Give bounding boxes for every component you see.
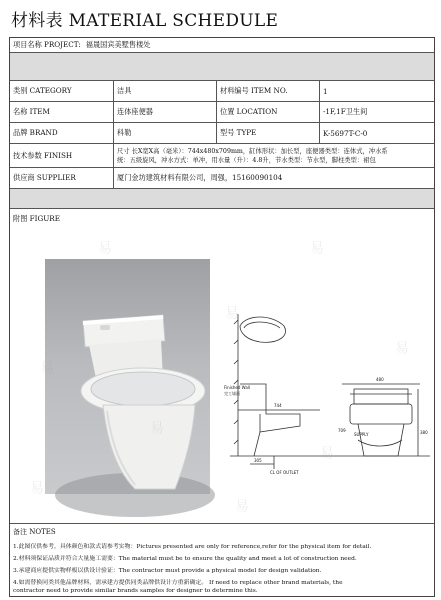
supplier-label: 供应商 SUPPLIER [13, 173, 76, 182]
note-item: 4.如需替换同类其他品牌材料，需承建方提供同类品牌供设计方重新确定。 If need to replace other brand materials, the [13, 580, 343, 586]
dimension-305: 305 [254, 458, 262, 463]
location-value: -1F,1F卫生间 [319, 102, 434, 122]
finish-row [10, 144, 434, 168]
type-label: 型号 TYPE [216, 123, 319, 143]
category-row [10, 81, 434, 102]
finish-spec-line-1: 尺寸 长X宽X高（毫米）：744x480x709mm，缸体形状：加长型，座便器类型：连体式，冲水系 [117, 147, 388, 155]
finish-spec-line-2: 统：五级旋风，冲水方式：单冲，用水量（升）：4.8升，节水类型：节水型，脚柱类型：裙包 [117, 156, 376, 164]
category-label: 类别 CATEGORY [13, 86, 72, 95]
note-item: contractor need to provide similar brands samples for designer to determine this. [13, 588, 258, 594]
watermark-glyph: 易 [30, 481, 44, 497]
watermark-glyph: 易 [320, 446, 334, 462]
watermark-glyph: 易 [235, 499, 249, 515]
gray-spacer-row [10, 53, 434, 81]
item-label: 名称 ITEM [13, 107, 50, 116]
item-no-value: 1 [319, 81, 434, 101]
finished-wall-cn-text: 完工墙面 [224, 391, 240, 396]
item-row [10, 102, 434, 123]
supplier-value: 厦门金坊建筑材料有限公司，周强，15160090104 [113, 168, 434, 188]
location-label: 位置 LOCATION [216, 102, 319, 122]
watermark-glyph: 易 [98, 241, 112, 257]
watermark-glyph: 易 [150, 421, 164, 437]
watermark-glyph: 易 [310, 241, 324, 257]
watermark-glyph: 易 [225, 306, 239, 322]
project-row [10, 38, 434, 53]
item-value: 连体座便器 [113, 102, 216, 122]
dimension-380: 380 [420, 430, 428, 435]
page-title: 材料表 MATERIAL SCHEDULE [11, 11, 279, 31]
note-item: 1.此图仅供参考，具体颜色和款式请参考实物：Pictures presented are only for reference,refer for the physical item for detail. [13, 544, 372, 550]
brand-row [10, 123, 434, 144]
cl-outlet-text: CL OF OUTLET [270, 470, 299, 475]
supplier-row [10, 168, 434, 189]
finish-label: 技术参数 FINISH [13, 150, 73, 160]
gray-spacer-row-2 [10, 189, 434, 209]
notes-section [10, 523, 434, 597]
material-schedule-sheet [9, 37, 435, 597]
brand-label: 品牌 BRAND [13, 128, 58, 137]
item-no-label: 材料编号 ITEM NO. [216, 81, 319, 101]
toilet-photo [45, 259, 210, 494]
project-label: 项目名称 PROJECT: [13, 40, 81, 49]
brand-value: 科勒 [113, 123, 216, 143]
figure-label: 附图 FIGURE [13, 214, 60, 223]
supply-text: SUPPLY [354, 432, 369, 437]
note-item: 3.承建商应提供实物样板以供设计验证：The contractor must provide a physical model for design validation. [13, 568, 322, 574]
dimension-709: 709 [338, 428, 346, 433]
finished-wall-text: Finished Wall [224, 385, 251, 390]
notes-title: 备注 NOTES [13, 528, 56, 536]
dimension-480: 480 [376, 377, 384, 382]
project-value: 福晟国宾美墅售楼处 [85, 40, 151, 49]
dimension-744: 744 [274, 403, 282, 408]
category-value: 洁具 [113, 81, 216, 101]
note-item: 2.材料须保证品质并符合大量施工需要：The material must be to ensure the quality and meet a lot of construction need. [13, 556, 357, 562]
watermark-glyph: 易 [395, 341, 409, 357]
type-value: K-5697T-C-0 [319, 123, 434, 143]
watermark-glyph: 易 [40, 361, 54, 377]
